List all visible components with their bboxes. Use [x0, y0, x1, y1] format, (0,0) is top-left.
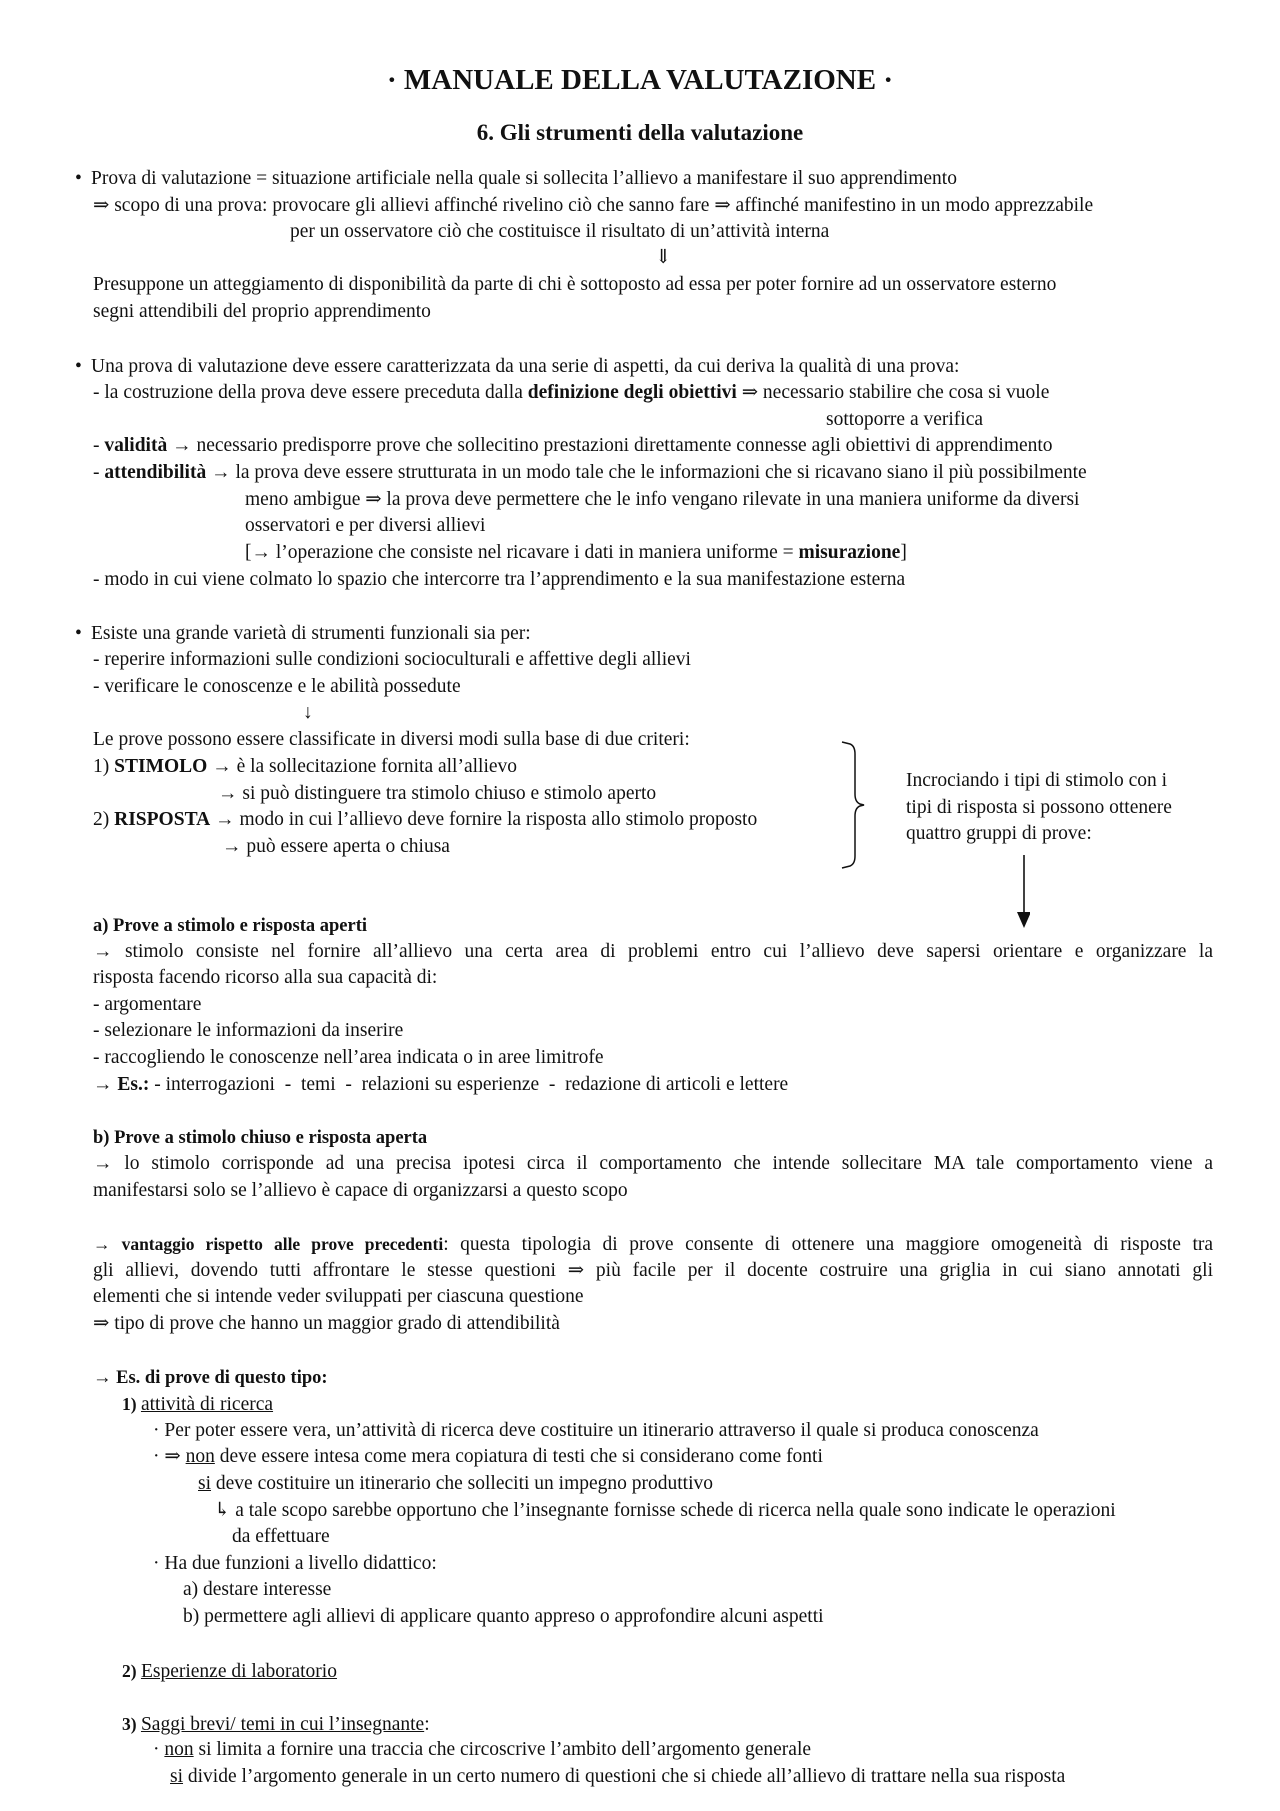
examples-title: → Es. di prove di questo tipo: [93, 1368, 328, 1388]
b-advantage: → vantaggio rispetto alle prove precedenti: questa tipologia di prove consente di ottenere una maggiore omogeneità di risposte tra [93, 1234, 1214, 1255]
s2-line-8: [→ l’operazione che consiste nel ricavare i dati in maniera uniforme = misurazione] [245, 542, 907, 563]
example-1-line-1: · Per poter essere vera, un’attività di ricerca deve costituire un itinerario attraverso il quale si produca conoscenza [153, 1420, 1039, 1441]
bullet-icon: • [75, 623, 82, 644]
s2-line-2: - la costruzione della prova deve essere preceduta dalla definizione degli obiettivi ⇒ necessario stabilire che cosa si vuole [93, 382, 1050, 403]
double-down-arrow-icon: ⇓ [655, 247, 672, 268]
subsection-title-a: a) Prove a stimolo e risposta aperti [93, 916, 368, 936]
s1-line-5: segni attendibili del proprio apprendimento [93, 301, 431, 322]
s2-line-9: - modo in cui viene colmato lo spazio che intercorre tra l’apprendimento e la sua manifestazione esterna [93, 569, 906, 590]
s3-line-4: Le prove possono essere classificate in diversi modi sulla base di due criteri: [93, 729, 690, 750]
example-2: 2) Esperienze di laboratorio [122, 1661, 337, 1682]
s1-line-4: Presuppone un atteggiamento di disponibilità da parte di chi è sottoposto ad essa per poter fornire ad un osservatore esterno [93, 274, 1057, 295]
example-1-line-2: · ⇒ non deve essere intesa come mera copiatura di testi che si considerano come fonti [153, 1446, 823, 1467]
a-line-4: - selezionare le informazioni da inserire [93, 1020, 404, 1041]
s3-line-3: - verificare le conoscenze e le abilità possedute [93, 676, 461, 697]
s1-line-3: per un osservatore ciò che costituisce il risultato di un’attività interna [290, 221, 830, 242]
a-line-5: - raccogliendo le conoscenze nell’area indicata o in aree limitrofe [93, 1047, 604, 1068]
s2-line-5: - attendibilità → la prova deve essere strutturata in un modo tale che le informazioni che si ricavano siano il più possibilmente [93, 462, 1087, 483]
side-note-line-2: tipi di risposta si possono ottenere [906, 797, 1172, 818]
down-arrow-icon [1000, 850, 1030, 930]
example-1-line-4: ↳ a tale scopo sarebbe opportuno che l’insegnante fornisse schede di ricerca nella quale sono indicate le operazioni [214, 1500, 1116, 1521]
document-title: · MANUALE DELLA VALUTAZIONE · [387, 64, 893, 96]
section-title: 6. Gli strumenti della valutazione [476, 120, 804, 145]
example-1: 1) attività di ricerca [122, 1394, 274, 1415]
a-line-1: → stimolo consiste nel fornire all’allievo una certa area di problemi entro cui l’allievo deve sapersi orientare e organizzare la [93, 941, 1213, 962]
example-1-line-7: a) destare interesse [183, 1579, 332, 1600]
side-note-line-1: Incrociando i tipi di stimolo con i [906, 770, 1168, 791]
side-note-line-3: quattro gruppi di prove: [906, 823, 1092, 844]
a-line-3: - argomentare [93, 994, 202, 1015]
b-line-6: ⇒ tipo di prove che hanno un maggior grado di attendibilità [93, 1313, 560, 1334]
s2-line-4: - validità → necessario predisporre prove che sollecitino prestazioni direttamente connesse agli obiettivi di apprendimento [93, 435, 1053, 456]
s1-line-1: • Prova di valutazione = situazione artificiale nella quale si sollecita l’allievo a manifestare il suo apprendimento [75, 168, 957, 189]
b-line-2: manifestarsi solo se l’allievo è capace di organizzarsi a questo scopo [93, 1180, 628, 1201]
a-examples: → Es.: - interrogazioni - temi - relazioni su esperienze - redazione di articoli e lettere [93, 1074, 789, 1095]
bullet-icon: • [75, 356, 82, 377]
s2-line-6: meno ambigue ⇒ la prova deve permettere che le info vengano rilevate in una maniera uniforme da diversi [245, 489, 1080, 510]
example-3: 3) Saggi brevi/ temi in cui l’insegnante: [122, 1714, 430, 1735]
example-1-line-5: da effettuare [232, 1526, 330, 1547]
s1-line-2: ⇒ scopo di una prova: provocare gli allievi affinché rivelino ciò che sanno fare ⇒ affinché manifestino in un modo apprezzabile [93, 195, 1094, 216]
b-line-4: gli allievi, dovendo tutti affrontare le stesse questioni ⇒ più facile per il docente costruire una griglia in cui siano annotati gli [93, 1260, 1213, 1281]
example-3-line-1: · non si limita a fornire una traccia che circoscrive l’ambito dell’argomento generale [153, 1739, 812, 1760]
s3-line-1: • Esiste una grande varietà di strumenti funzionali sia per: [75, 623, 531, 644]
b-line-1: → lo stimolo corrisponde ad una precisa ipotesi circa il comportamento che intende sollecitare MA tale comportamento viene a [93, 1153, 1213, 1174]
down-arrow-icon: ↓ [303, 702, 313, 723]
bullet-icon: • [75, 168, 82, 189]
s2-line-3: sottoporre a verifica [826, 409, 984, 430]
s3-line-5: 1) STIMOLO → è la sollecitazione fornita all’allievo [93, 756, 518, 777]
s3-line-6: → si può distinguere tra stimolo chiuso e stimolo aperto [218, 783, 657, 804]
example-1-line-3: si deve costituire un itinerario che solleciti un impegno produttivo [198, 1473, 714, 1494]
subsection-title-b: b) Prove a stimolo chiuso e risposta aperta [93, 1128, 428, 1148]
s3-line-2: - reperire informazioni sulle condizioni socioculturali e affettive degli allievi [93, 649, 691, 670]
b-line-5: elementi che si intende veder sviluppati per ciascuna questione [93, 1286, 584, 1307]
example-1-line-6: · Ha due funzioni a livello didattico: [153, 1553, 437, 1574]
a-line-2: risposta facendo ricorso alla sua capacità di: [93, 967, 438, 988]
s3-line-7: 2) RISPOSTA → modo in cui l’allievo deve fornire la risposta allo stimolo proposto [93, 809, 758, 830]
s2-line-1: • Una prova di valutazione deve essere caratterizzata da una serie di aspetti, da cui deriva la qualità di una prova: [75, 356, 960, 377]
example-3-line-2: si divide l’argomento generale in un certo numero di questioni che si chiede all’allievo di trattare nella sua risposta [170, 1766, 1066, 1787]
s3-line-8: → può essere aperta o chiusa [222, 836, 450, 857]
s2-line-7: osservatori e per diversi allievi [245, 515, 486, 536]
right-brace-icon [840, 740, 870, 870]
example-1-line-8: b) permettere agli allievi di applicare quanto appreso o approfondire alcuni aspetti [183, 1606, 824, 1627]
